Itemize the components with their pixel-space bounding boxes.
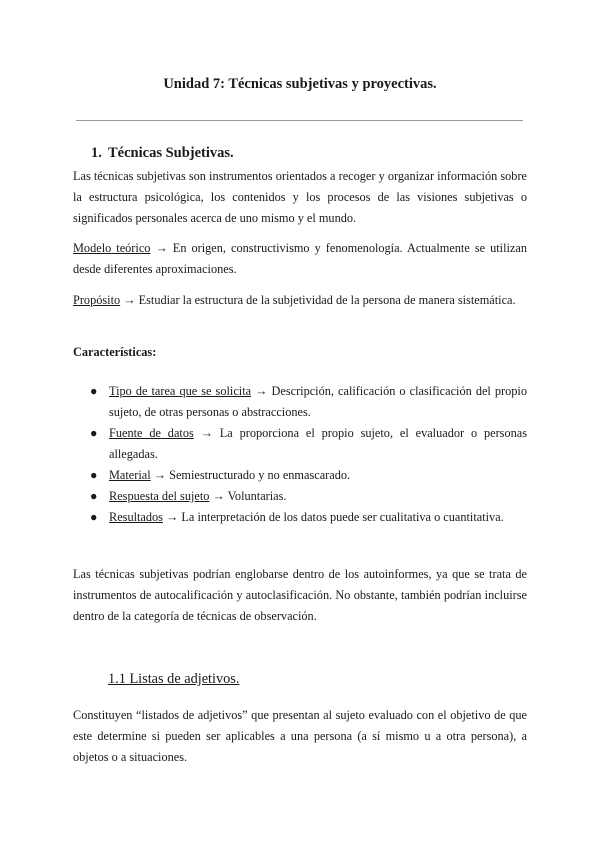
list-item-label: Respuesta del sujeto: [109, 489, 210, 503]
bullet-icon: ●: [90, 489, 98, 503]
list-item: [73, 381, 527, 423]
bullet-icon: ●: [90, 468, 98, 482]
bullet-icon: ●: [90, 510, 98, 524]
proposito-label: Propósito: [73, 293, 121, 307]
bullet-icon: ●: [90, 426, 98, 440]
document-title: Unidad 7: Técnicas subjetivas y proyectivas.: [163, 76, 437, 92]
list-item-text: → La interpretación de los datos puede ser cualitativa o cuantitativa.: [162, 510, 504, 524]
section-heading-1: [91, 145, 234, 162]
modelo-text: → En origen, constructivismo y fenomenología. Actualmente se utilizan desde diferentes aproximaciones.: [73, 241, 528, 276]
list-item-label: Tipo de tarea que se solicita: [109, 384, 252, 398]
list-item: [73, 507, 527, 528]
bullet-icon: ●: [90, 384, 98, 398]
title-divider: [76, 120, 523, 121]
intro-paragraph: Las técnicas subjetivas son instrumentos orientados a recoger y organizar información sobre la estructura psicológica, los contenidos y los procesos de las visiones subjetivas o significados personales acerca de uno mismo y el mundo.: [73, 169, 527, 225]
list-item-label: Resultados: [109, 510, 163, 524]
caracteristicas-list: [73, 381, 527, 528]
proposito-paragraph: [73, 290, 527, 311]
proposito-text: → Estudiar la estructura de la subjetividad de la persona de manera sistemática.: [120, 293, 516, 307]
listas-paragraph: Constituyen “listados de adjetivos” que presentan al sujeto evaluado con el objetivo de que este determine si pueden ser aplicables a una persona (a sí mismo u a otra persona), a objetos o a situaciones.: [73, 708, 527, 764]
list-item: [73, 465, 527, 486]
list-item-label: Fuente de datos: [109, 426, 194, 440]
closing-paragraph: Las técnicas subjetivas podrían englobarse dentro de los autoinformes, ya que se trata de instrumentos de autocalificación y autoclasificación. No obstante, también podrían incluirse dentro de la categoría de técnicas de observación.: [73, 567, 527, 623]
list-item-text: → Voluntarias.: [209, 489, 287, 503]
list-item-text: → La proporciona el propio sujeto, el evaluador o personas allegadas.: [109, 426, 527, 461]
section-title: Técnicas Subjetivas.: [108, 145, 234, 161]
list-item: [73, 486, 527, 507]
modelo-paragraph: [73, 238, 527, 280]
list-item-label: Material: [109, 468, 151, 482]
list-item: [73, 423, 527, 465]
list-item-text: → Semiestructurado y no enmascarado.: [150, 468, 351, 482]
section-number: 1.: [91, 145, 102, 161]
subsection-heading: 1.1 Listas de adjetivos.: [108, 671, 240, 687]
modelo-label: Modelo teórico: [73, 241, 151, 255]
caracteristicas-heading: Características:: [73, 345, 157, 359]
list-item-text: → Descripción, calificación o clasificación del propio sujeto, de otras personas o abstracciones.: [109, 384, 528, 419]
